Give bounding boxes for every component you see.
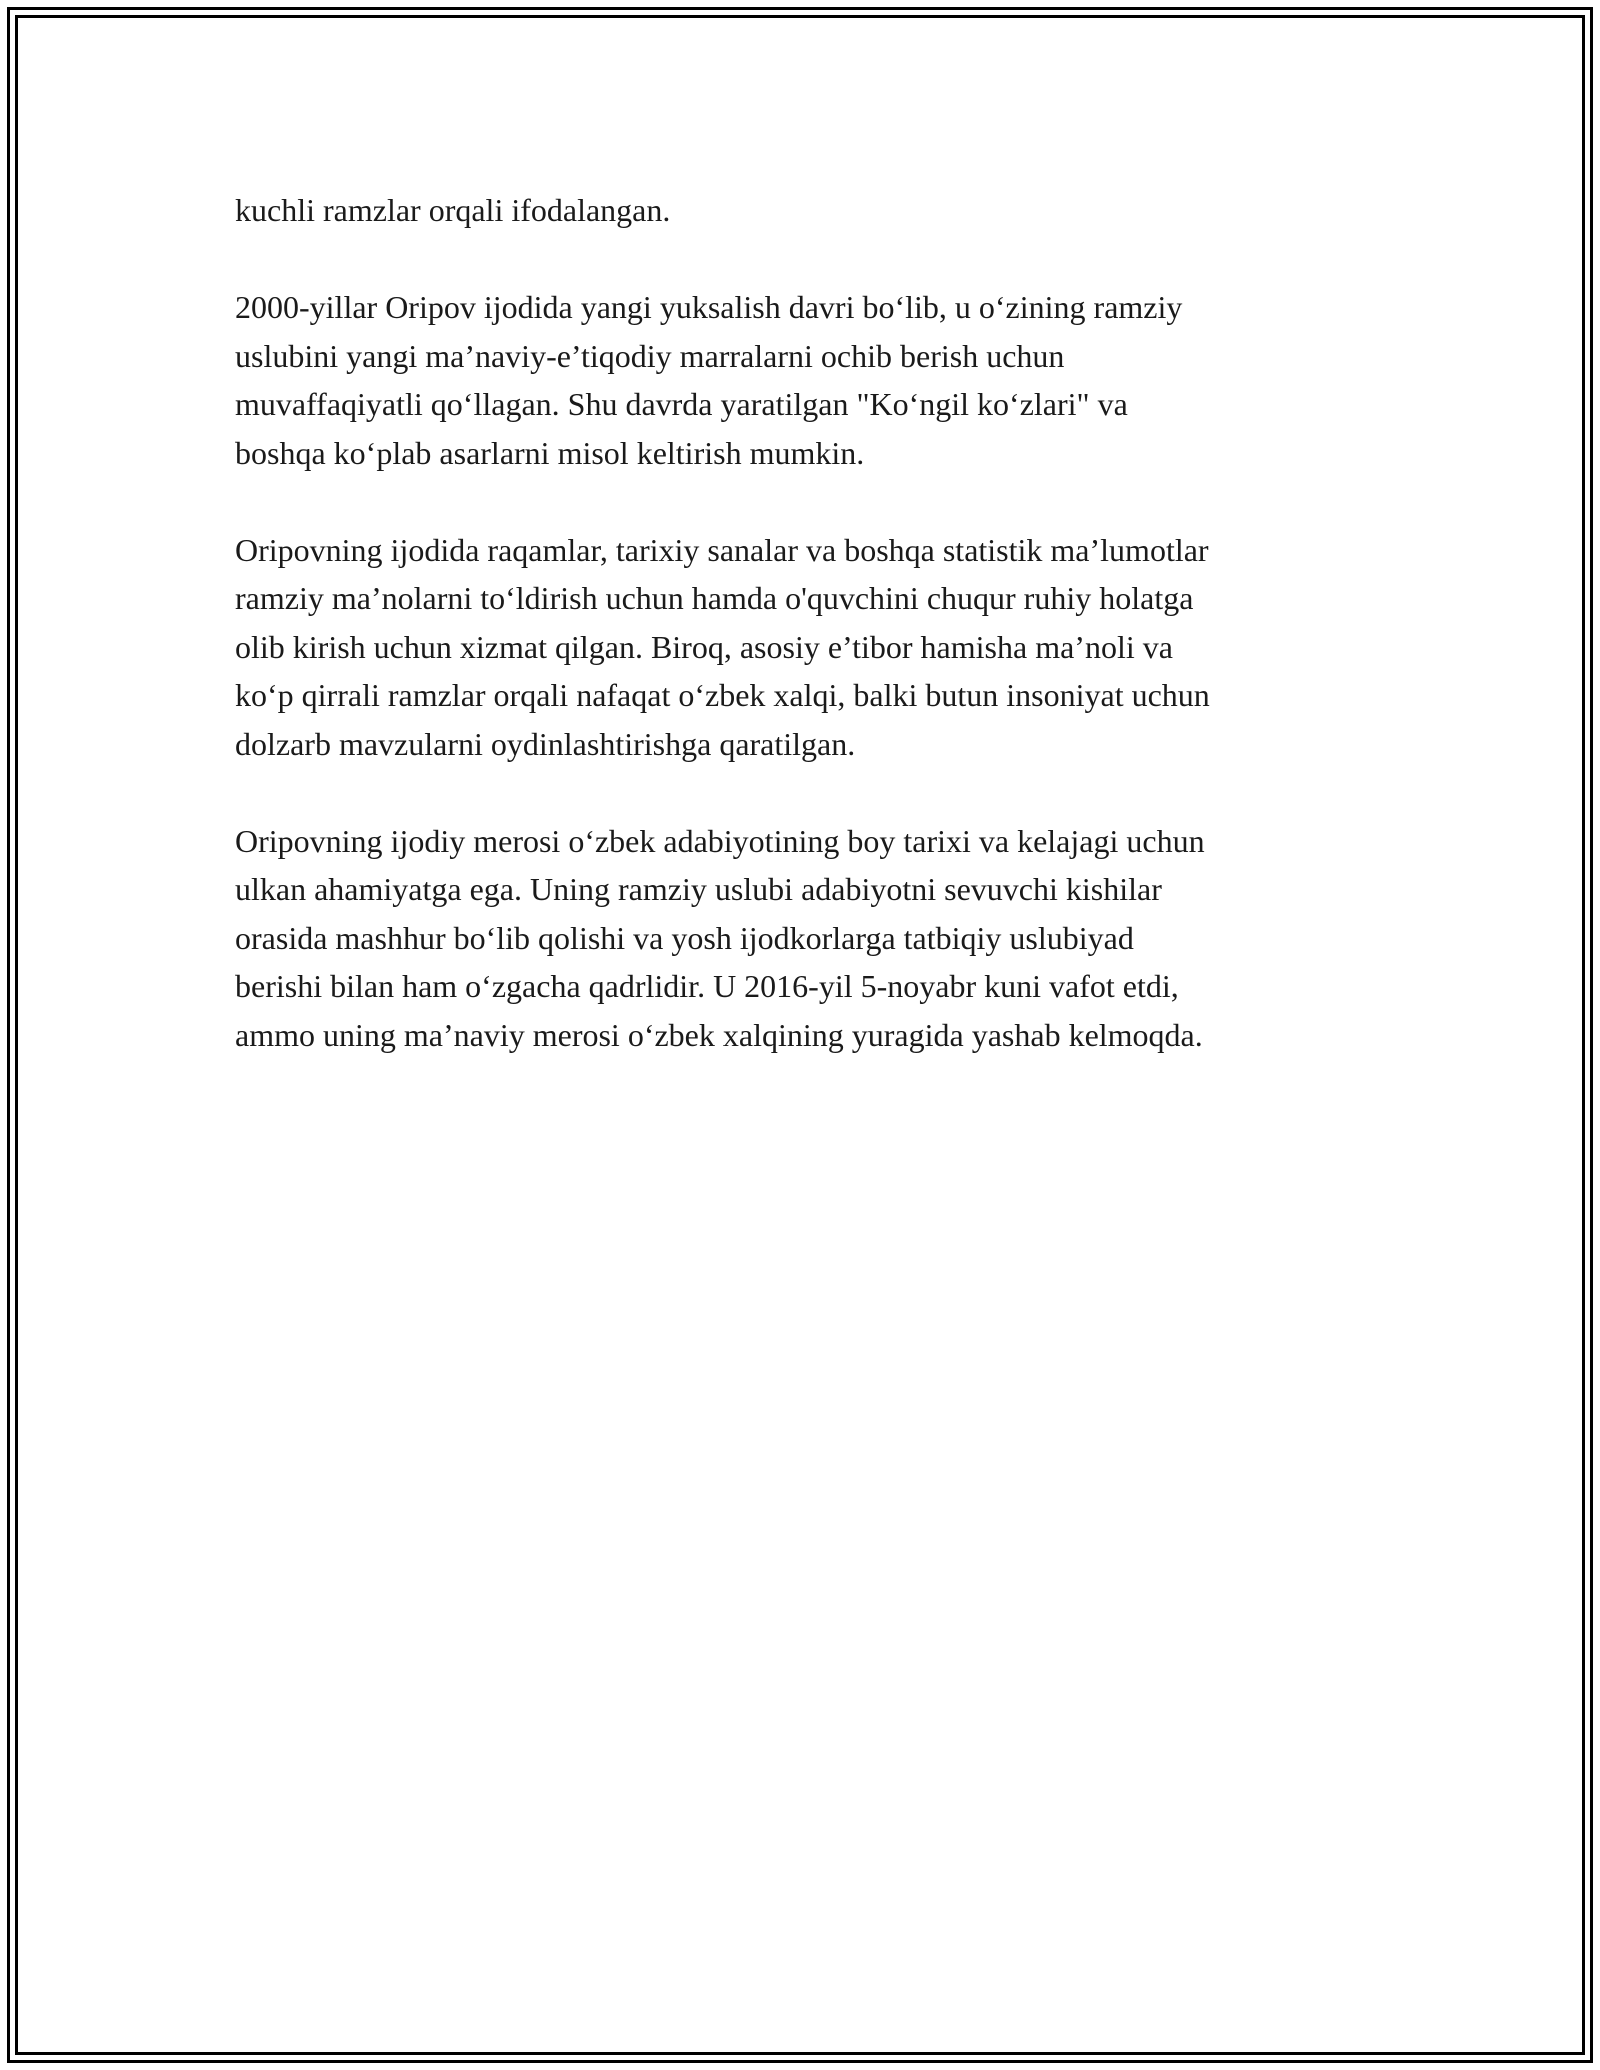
text-line: uslubini yangi ma’naviy-e’tiqodiy marralarni ochib berish uchun xyxy=(235,337,1065,374)
text-line: dolzarb mavzularni oydinlashtirishga qaratilgan. xyxy=(235,725,856,762)
text-line: boshqa ko‘plab asarlarni misol keltirish mumkin. xyxy=(235,434,865,471)
paragraph-3 xyxy=(235,526,1375,769)
text-line: olib kirish uchun xizmat qilgan. Biroq, asosiy e’tibor hamisha ma’noli va xyxy=(235,628,1173,665)
paragraph-1 xyxy=(235,186,1375,235)
text-line: berishi bilan ham o‘zgacha qadrlidir. U 2016-yil 5-noyabr kuni vafot etdi, xyxy=(235,968,1179,1004)
text-line: ko‘p qirrali ramzlar orqali nafaqat o‘zbek xalqi, balki butun insoniyat uchun xyxy=(235,677,1210,713)
text-line: ammo uning ma’naviy merosi o‘zbek xalqining yuragida yashab kelmoqda. xyxy=(235,1016,1203,1053)
text-line: ramziy ma’nolarni to‘ldirish uchun hamda o'quvchini chuqur ruhiy holatga xyxy=(235,580,1194,616)
text-line: orasida mashhur bo‘lib qolishi va yosh ijodkorlarga tatbiqiy uslubiyad xyxy=(235,919,1134,956)
text-line: kuchli ramzlar orqali ifodalangan. xyxy=(235,192,671,228)
text-line: Oripovning ijodiy merosi o‘zbek adabiyotining boy tarixi va kelajagi uchun xyxy=(235,822,1205,859)
text-line: 2000-yillar Oripov ijodida yangi yuksalish davri bo‘lib, u o‘zining ramziy xyxy=(235,289,1183,325)
text-line: Oripovning ijodida raqamlar, tarixiy sanalar va boshqa statistik ma’lumotlar xyxy=(235,531,1209,568)
text-line: ulkan ahamiyatga ega. Uning ramziy uslubi adabiyotni sevuvchi kishilar xyxy=(235,871,1162,907)
paragraph-2 xyxy=(235,283,1375,477)
paragraph-4 xyxy=(235,817,1375,1060)
document-body xyxy=(235,186,1375,1108)
text-line: muvaffaqiyatli qo‘llagan. Shu davrda yaratilgan "Ko‘ngil ko‘zlari" va xyxy=(235,386,1128,422)
